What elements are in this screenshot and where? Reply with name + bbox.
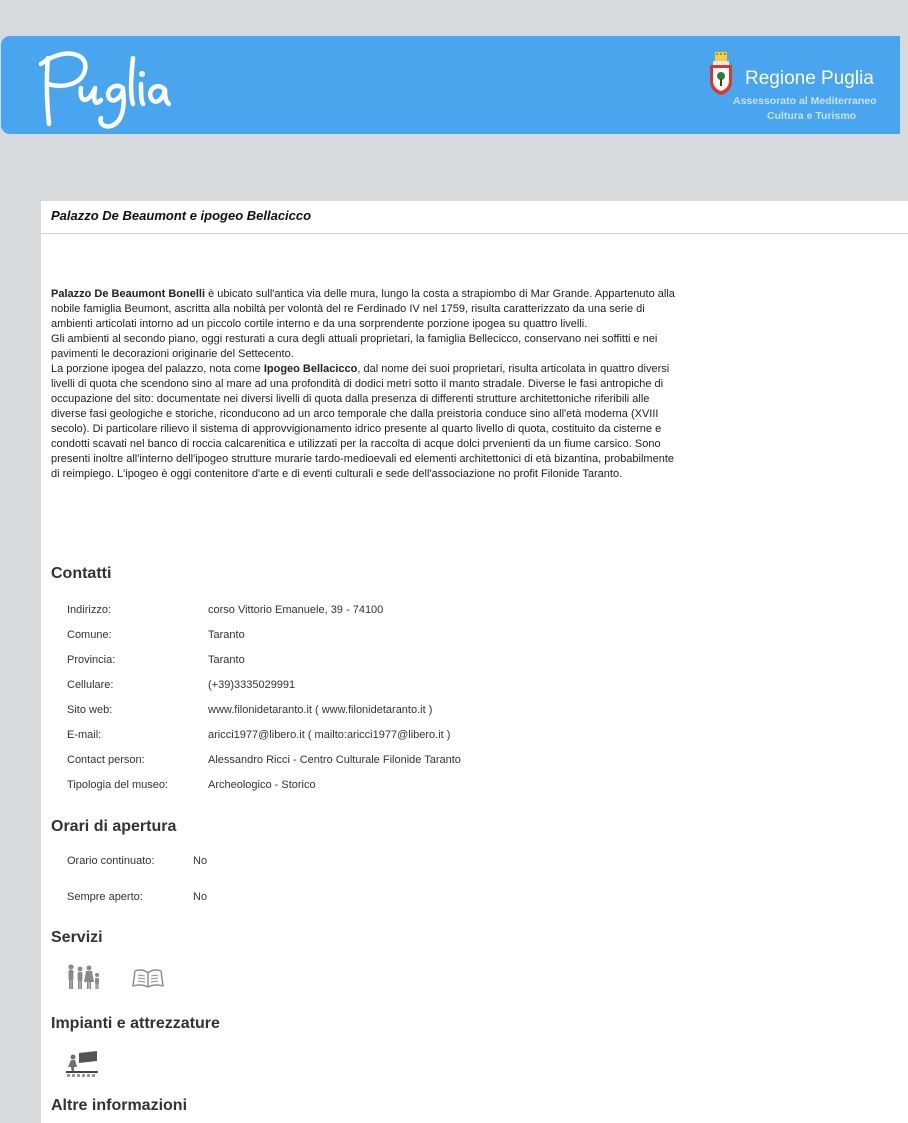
- region-subtitle-1: Assessorato al Mediterraneo: [733, 95, 877, 107]
- description-bold-name: Palazzo De Beaumont Bonelli: [51, 288, 206, 300]
- contact-label: Indirizzo:: [67, 604, 112, 616]
- contact-label: Provincia:: [67, 654, 116, 666]
- description-paragraph-3: [51, 362, 676, 482]
- description-text-3a: La porzione ipogea del palazzo, nota come: [51, 363, 264, 375]
- content-panel: [41, 201, 908, 1123]
- orari-label: Orario continuato:: [67, 855, 155, 867]
- regione-puglia-brand[interactable]: [705, 50, 895, 130]
- contact-label: Tipologia del museo:: [67, 779, 169, 791]
- orari-value: No: [193, 855, 208, 867]
- description-text-1: è ubicato sull'antica via delle mura, lungo la costa a strapiombo di Mar Grande. Appartenuto alla nobile famiglia Beumont, ascritta alla nobiltà per volontà del re Ferdinado IV nel 1759, risulta caratterizzato da una serie di ambienti articolati intorno ad un piccolo cortile interno e da una sorprendente porzione ipogea su quattro livelli.: [51, 288, 675, 330]
- contact-value: Archeologico - Storico: [208, 779, 316, 791]
- description-bold-ipogeo: Ipogeo Bellacicco: [263, 363, 358, 375]
- page-title-bar: [41, 201, 908, 234]
- contact-value: corso Vittorio Emanuele, 39 - 74100: [208, 604, 384, 616]
- contact-value: Taranto: [208, 654, 245, 666]
- visitors-group-icon[interactable]: [65, 963, 101, 991]
- conference-room-icon[interactable]: [65, 1051, 99, 1079]
- contact-label: Comune:: [67, 629, 112, 641]
- email-link[interactable]: aricci1977@libero.it ( mailto:aricci1977@libero.it ): [208, 729, 451, 741]
- description-text-3b: , dal nome dei suoi proprietari, risulta articolata in quattro diversi livelli di quota che scendono sino al mare ad una profondità di dodici metri sotto il manto stradale. Diverse le fasi antropiche di occupazione del sito: documentate nei diversi livelli di quota dalla presenza di differenti strutture architettoniche riferibili alle diverse fasi geologiche e storiche, riconducono ad un arco temporale che dalla preistoria conduce sino all'età moderna (XVIII secolo). Di particolare rilievo il sistema di approvvigionamento idrico presente al quarto livello di quota, costituito da cisterne e condotti scavati nel banco di roccia calcarenitica e utilizzati per la raccolta di acque dolci prvenienti da un fiume carsico. Sono presenti inoltre all'interno dell'ipogeo strutture murarie tardo-medioevali ed elementi architettonici di età bizantina, probabilmente di reimpiego. L'ipogeo è oggi contenitore d'arte e di eventi culturali e sede dell'associazione no profit Filonide Taranto.: [51, 363, 674, 480]
- heading-impianti: Impianti e attrezzature: [51, 1015, 220, 1032]
- heading-altre-informazioni: Altre informazioni: [51, 1097, 188, 1114]
- orari-label: Sempre aperto:: [67, 891, 143, 903]
- contact-label: Sito web:: [67, 704, 113, 716]
- open-book-icon[interactable]: [132, 967, 164, 989]
- page-title: Palazzo De Beaumont e ipogeo Bellacicco: [51, 208, 312, 223]
- contact-label: Cellulare:: [67, 679, 114, 691]
- description-paragraph-2: [51, 332, 676, 362]
- heading-orari: Orari di apertura: [51, 818, 177, 835]
- header-banner: [1, 36, 900, 134]
- contact-label: E-mail:: [67, 729, 102, 741]
- contact-value: Taranto: [208, 629, 245, 641]
- description-paragraph-1: [51, 287, 676, 332]
- region-subtitle-2: Cultura e Turismo: [767, 110, 857, 122]
- description: [51, 287, 676, 482]
- contact-value: (+39)3335029991: [208, 679, 296, 691]
- description-text-2: Gli ambienti al secondo piano, oggi resturati a cura degli attuali proprietari, la famiglia Bellecicco, conservano nei soffitti e nei pavimenti le decorazioni originarie del Settecento.: [51, 333, 658, 360]
- contact-label: Contact person:: [67, 754, 145, 766]
- puglia-logo[interactable]: [35, 44, 171, 134]
- region-name: Regione Puglia: [745, 68, 874, 89]
- website-link[interactable]: www.filonidetaranto.it ( www.filonidetaranto.it ): [208, 704, 433, 716]
- contact-value: Alessandro Ricci - Centro Culturale Filonide Taranto: [208, 754, 461, 766]
- regione-emblem-icon: [707, 50, 735, 96]
- heading-contatti: Contatti: [51, 565, 112, 582]
- orari-value: No: [193, 891, 208, 903]
- heading-servizi: Servizi: [51, 929, 103, 946]
